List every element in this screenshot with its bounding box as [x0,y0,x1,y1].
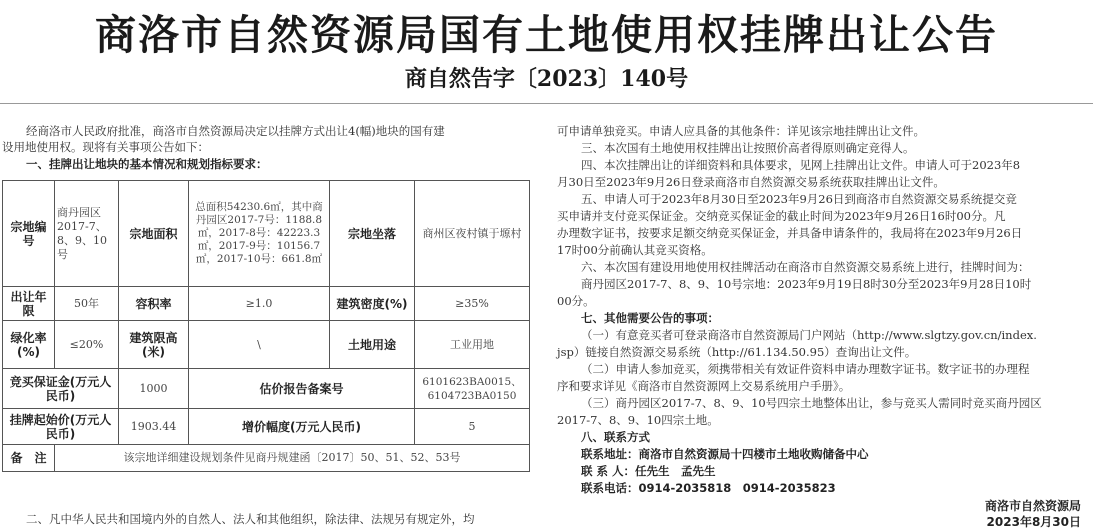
parcel-info-table [2,180,530,472]
right-line: 月30日至2023年9月26日登录商洛市自然资源交易系统获取挂牌出让文件。 [557,175,945,189]
table-row [3,181,530,287]
green-ratio-label: 绿化率(%) [3,321,55,369]
right-line: （三）商丹园区2017-7、8、9、10号四宗土地整体出让，参与竞买人需同时竞买商丹园区 [581,396,1042,410]
increment-value: 5 [415,409,530,445]
green-ratio-value: ≤20% [55,321,119,369]
table-row [3,409,530,445]
deposit-value: 1000 [119,369,189,409]
table-row [3,287,530,321]
contact-phone: 联系电话：0914-2035818 0914-2035823 [581,481,836,495]
table-row [3,369,530,409]
document-number: 商自然告字〔2023〕140号 [404,66,689,92]
parcel-code-label: 宗地编号 [3,181,55,287]
height-limit-label: 建筑限高(米) [119,321,189,369]
contact-address: 联系地址：商洛市自然资源局十四楼市土地收购储备中心 [581,447,869,461]
contact-person: 联 系 人：任先生 孟先生 [581,464,716,478]
right-line: 2017-7、8、9、10四宗土地。 [557,413,719,427]
term-value: 50年 [55,287,119,321]
section-8-heading: 八、联系方式 [581,430,650,444]
right-line: jsp）链接自然资源交易系统（http://61.134.50.95）查询出让文件。 [557,345,917,359]
header-divider [0,103,1093,104]
parcel-location-value: 商州区夜村镇于塬村 [415,181,530,287]
right-line: 五、申请人可于2023年8月30日至2023年9月26日到商洛市自然资源交易系统提交竞 [581,192,1017,206]
right-line: 可申请单独竞买。申请人应具备的其他条件：详见该宗地挂牌出让文件。 [557,124,925,138]
right-line: 买申请并支付竞买保证金。交纳竞买保证金的截止时间为2023年9月26日16时00分。凡 [557,209,1006,223]
density-label: 建筑密度(%) [330,287,415,321]
far-label: 容积率 [119,287,189,321]
parcel-area-value: 总面积54230.6㎡，其中商丹园区2017-7号：1188.8㎡，2017-8号：42223.3㎡，2017-9号：10156.7㎡，2017-10号：661.8㎡ [189,181,330,287]
right-line: 17时00分前确认其竞买资格。 [557,243,713,257]
appraisal-report-value: 6101623BA0015、6104723BA0150 [415,369,530,409]
right-line: 商丹园区2017-7、8、9、10号宗地：2023年9月19日8时30分至2023年9月28日10时 [581,277,1032,291]
signature-org: 商洛市自然资源局 [984,499,1081,513]
right-line: 序和要求详见《商洛市自然资源网上交易系统用户手册》。 [557,379,851,393]
start-price-label: 挂牌起始价(万元人民币) [3,409,119,445]
density-value: ≥35% [415,287,530,321]
increment-label: 增价幅度(万元人民币) [189,409,415,445]
remarks-value: 该宗地详细建设规划条件见商丹规建函〔2017〕50、51、52、53号 [55,445,530,472]
section-7-heading: 七、其他需要公告的事项： [581,311,719,325]
right-line: 六、本次国有建设用地使用权挂牌活动在商洛市自然资源交易系统上进行，挂牌时间为： [581,260,1030,274]
section-1-heading: 一、挂牌出让地块的基本情况和规划指标要求： [26,157,268,171]
intro-line-2: 设用地使用权。现将有关事项公告如下： [2,140,209,154]
remarks-label: 备 注 [3,445,55,472]
table-row [3,321,530,369]
right-line: （二）申请人参加竞买，须携带相关有效证件资料申请办理数字证书。数字证书的办理程 [581,362,1030,376]
term-label: 出让年限 [3,287,55,321]
parcel-code-value: 商丹园区2017-7、8、9、10号 [55,181,119,287]
notice-title: 商洛市自然资源局国有土地使用权挂牌出让公告 [95,11,998,59]
section-2-text: 二、凡中华人民共和国境内外的自然人、法人和其他组织，除法律、法规另有规定外，均 [26,512,475,526]
right-line: 四、本次挂牌出让的详细资料和具体要求，见网上挂牌出让文件。申请人可于2023年8 [581,158,1021,172]
right-line: 三、本次国有土地使用权挂牌出让按照价高者得原则确定竞得人。 [581,141,915,155]
deposit-label: 竞买保证金(万元人民币) [3,369,119,409]
height-limit-value: \ [189,321,330,369]
parcel-location-label: 宗地坐落 [330,181,415,287]
right-line: （一）有意竞买者可登录商洛市自然资源局门户网站（http://www.slgtzy.gov.cn/index. [581,328,1037,342]
parcel-area-label: 宗地面积 [119,181,189,287]
land-use-label: 土地用途 [330,321,415,369]
far-value: ≥1.0 [189,287,330,321]
intro-line-1: 经商洛市人民政府批准，商洛市自然资源局决定以挂牌方式出让4(幅)地块的国有建 [26,124,445,138]
start-price-value: 1903.44 [119,409,189,445]
right-line: 00分。 [557,294,595,308]
table-row [3,445,530,472]
appraisal-report-label: 估价报告备案号 [189,369,415,409]
land-use-value: 工业用地 [415,321,530,369]
signature-date: 2023年8月30日 [986,515,1081,529]
right-line: 办理数字证书，按要求足额交纳竞买保证金，并具备申请条件的，我局将在2023年9月26日 [557,226,1023,240]
